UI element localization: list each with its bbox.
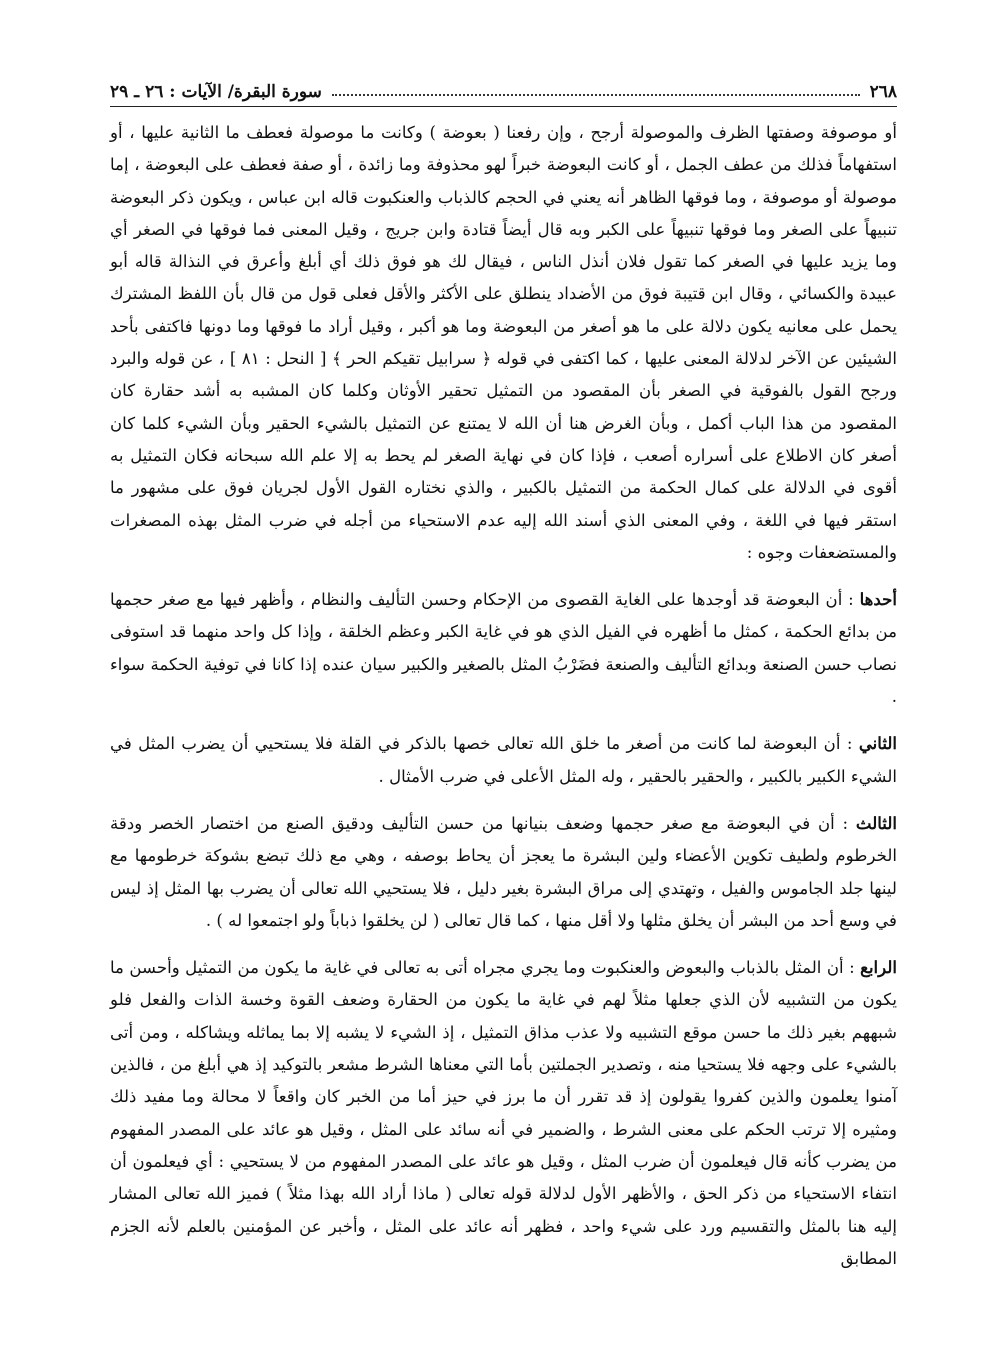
header-dot-leader <box>332 94 860 96</box>
paragraph-text: : أن البعوضة لما كانت من أصغر ما خلق الله تعالى خصها بالذكر في القلة فلا يستحيي أن يضرب المثل في الشيء الكبير بالكبير ، والحقير بالحقير ، وله المثل الأعلى في ضرب الأمثال . <box>110 734 897 786</box>
paragraph-text: : أن في البعوضة مع صغر حجمها وضعف بنيانها من حسن التأليف ودقيق الصنع من اختصار الخصر ودقة الخرطوم ولطيف تكوين الأعضاء ولين البشرة ما يعجز أن يحاط بوصفه ، وهي مع ذلك تبضع بشوكة خرطومها مع لينها جلد الجاموس والفيل ، وتهتدي إلى مراق البشرة بغير دليل ، فلا يستحيي الله تعالى أن يضرب بها المثل إذ ليس في وسع أحد من البشر أن يخلق مثلها ولا أقل منها ، كما قال تعالى ( لن يخلقوا ذباباً ولو اجتمعوا له ) . <box>110 813 897 930</box>
paragraph-first-reason <box>110 583 897 713</box>
surah-title: سورة البقرة/ الآيات : ٢٦ ـ ٢٩ <box>110 82 322 102</box>
page-body <box>110 117 897 1275</box>
paragraph-text: : أن البعوضة قد أوجدها على الغاية القصوى من الإحكام وحسن التأليف والنظام ، وأظهر فيها مع صغر حجمها من بدائع الحكمة ، كمثل ما أظهره في الفيل الذي هو في غاية الكبر وعظم الخلقة ، وإذا كل واحد منهما قد استوفى نصاب حسن الصنعة وبدائع التأليف والصنعة فضَرْبُ المثل بالصغير والكبير سيان عنده إذا كانا في توفية الحكمة سواء . <box>110 590 897 707</box>
paragraph-third-reason <box>110 807 897 937</box>
paragraph-lead: الثاني <box>858 733 897 754</box>
running-header <box>110 72 897 107</box>
paragraph-text: : أن المثل بالذباب والبعوض والعنكبوت وما يجري مجراه أتى به تعالى في غاية ما يكون من التمثيل وأحسن ما يكون من التشبيه لأن الذي جعلها مثلاً لهم في غاية ما يكون من الحقارة وضعف القوة وخسة الذات والفعل فلو شبههم بغير ذلك ما حسن موقع التشبيه ولا عذب مذاق التمثيل ، إذ الشيء لا يشبه إلا بما يماثله ويشاكله ، ومن أتى بالشيء على وجهه فلا يستحيا منه ، وتصدير الجملتين بأما التي معناها الشرط مشعر بالتوكيد إذ هي أبلغ من ، فالذين آمنوا يعلمون والذين كفروا يقولون إذ قد تقرر أن ما برز في حيز أما من الخبر كان واقعاً لا محالة وما مفيد ذلك ومثيره إلا ترتب الحكم على معنى الشرط ، والضمير في أنه سائد على المثل ، وقيل هو عائد على المصدر المفهوم من يضرب كأنه قال فيعلمون أن ضرب المثل ، وقيل هو عائد على المصدر المفهوم من لا يستحيي : أي فيعلمون أن انتفاء الاستحياء من ذكر الحق ، والأظهر الأول لدلالة قوله تعالى ( ماذا أراد الله بهذا مثلاً ) فميز الله تعالى المشار إليه هنا بالمثل والتقسيم ورد على شيء واحد ، فظهر أنه عائد على المثل ، وأخبر عن المؤمنين بالعلم لأنه الجزم المطابق <box>110 958 897 1268</box>
paragraph-lead: الثالث <box>855 812 897 833</box>
paragraph-intro <box>110 117 897 569</box>
paragraph-text: أو موصوفة وصفتها الظرف والموصولة أرجح ، وإن رفعنا ( بعوضة ) وكانت ما موصولة فعطف ما الثانية عليها ، أو استفهاماً فذلك من عطف الجمل ، أو كانت البعوضة خبراً لهو محذوفة وما زائدة ، أو صفة فعطف على البعوضة ، إما موصولة أو موصوفة ، وما فوقها الظاهر أنه يعني في الحجم كالذباب والعنكبوت قاله ابن عباس ، ويكون ذكر البعوضة تنبيهاً على الصغر وما فوقها تنبيهاً على الكبر وبه قال أيضاً قتادة وابن جريج ، وقيل المعنى فما فوقها في الصغر أي وما يزيد عليها في الصغر كما تقول فلان أنذل الناس ، فيقال لك هو فوق ذلك أي أبلغ وأعرق في النذالة قاله أبو عبيدة والكسائي ، وقال ابن قتيبة فوق من الأضداد ينطلق على الأكثر والأقل فعلى قول من قال بأن اللفظ المشترك يحمل على معانيه يكون دلالة على ما هو أصغر من البعوضة وما هو أكبر ، وقيل أراد ما فوقها وما دونها فاكتفى بأحد الشيئين عن الآخر لدلالة المعنى عليها ، كما اكتفى في قوله ﴿ سرابيل تقيكم الحر ﴾ [ النحل : ٨١ ] ، عن قوله والبرد ورجح القول بالفوقية في الصغر بأن المقصود من التمثيل تحقير الأوثان وكلما كان المشبه به أشد حقارة كان المقصود من هذا الباب أكمل ، وبأن الغرض هنا أن الله لا يمتنع عن التمثيل بالشيء الحقير وبأن الشيء كلما كان أصغر كان الاطلاع على أسراره أصعب ، فإذا كان في نهاية الصغر لم يحط به إلا علم الله سبحانه فكان التمثيل به أقوى في الدلالة على كمال الحكمة من التمثيل بالكبير ، والذي نختاره القول الأول لجريان فوق على مشهور ما استقر فيها في اللغة ، وفي المعنى الذي أسند الله إليه عدم الاستحياء من أجله في ضرب المثل بهذه المصغرات والمستضعفات وجوه : <box>110 123 897 562</box>
paragraph-fourth-reason <box>110 951 897 1275</box>
page-number: ٢٦٨ <box>869 82 897 102</box>
paragraph-second-reason <box>110 727 897 793</box>
paragraph-lead: الرابع <box>860 957 897 978</box>
paragraph-lead: أحدها <box>859 589 897 610</box>
